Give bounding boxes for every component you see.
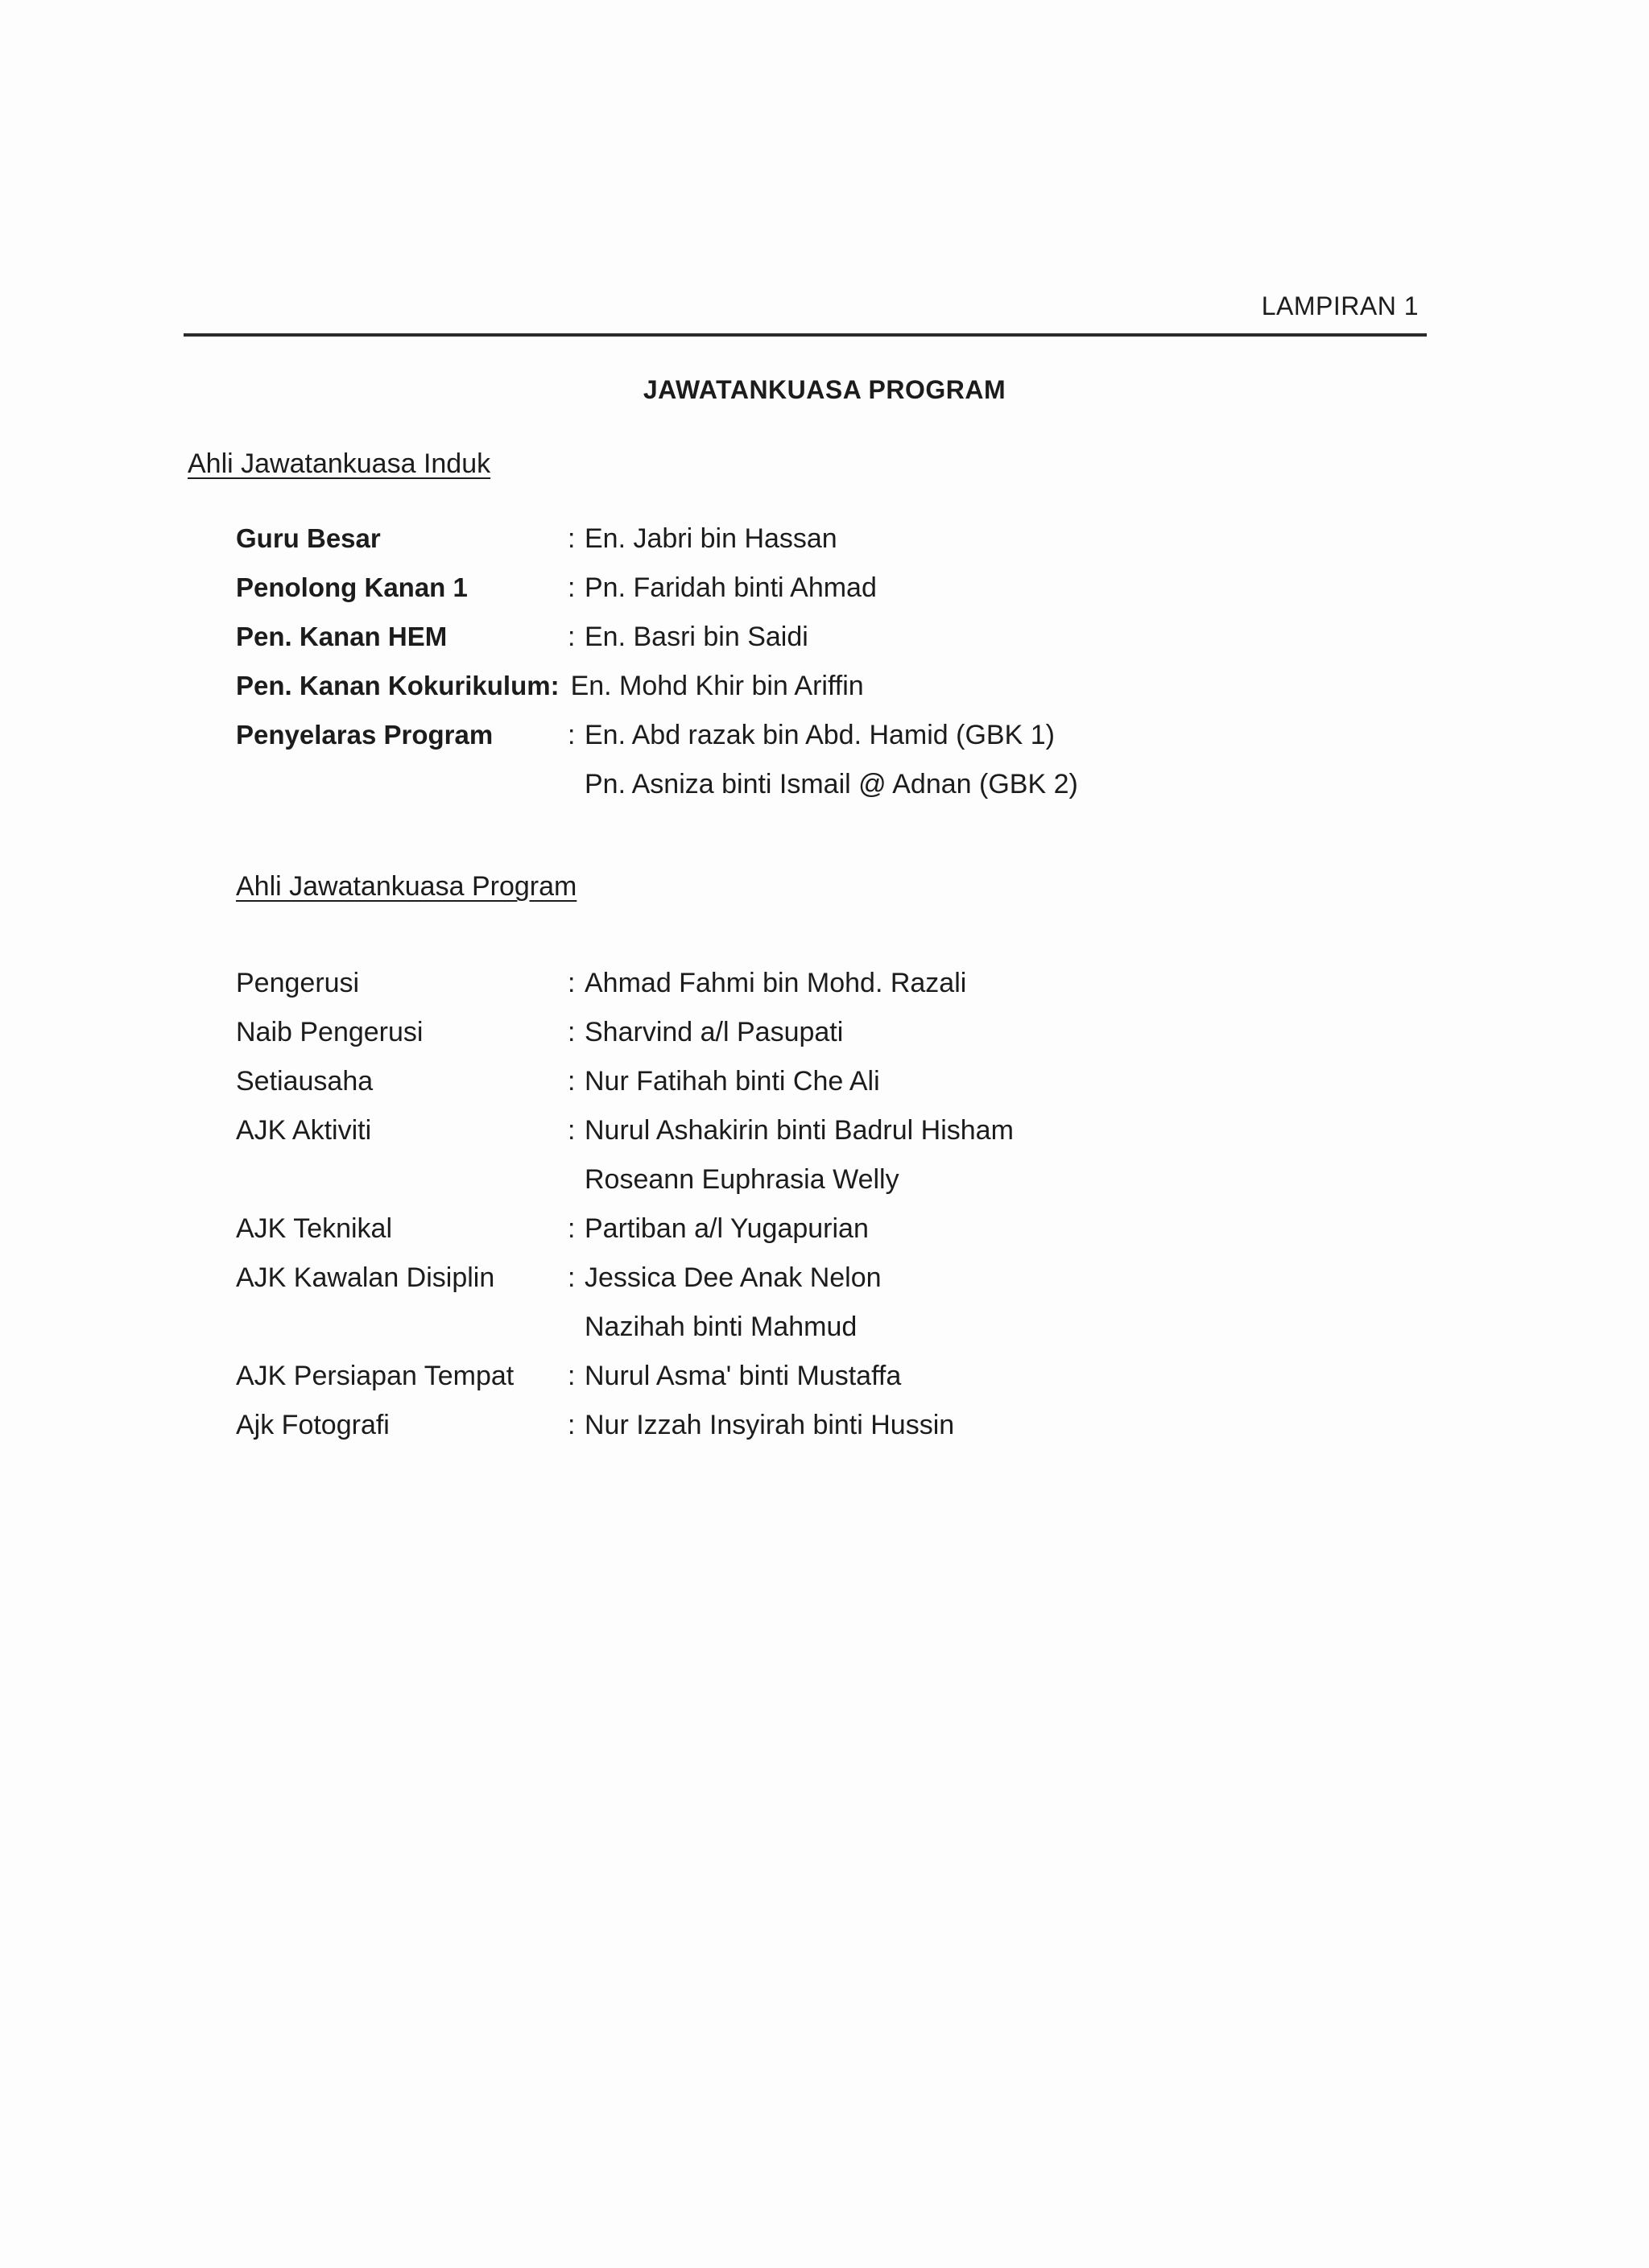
committee-row bbox=[0, 619, 1649, 655]
member-name: Jessica Dee Anak Nelon bbox=[585, 1262, 882, 1293]
role-label: AJK Persiapan Tempat bbox=[236, 1361, 515, 1391]
appendix-reference: LAMPIRAN 1 bbox=[1261, 291, 1419, 320]
header-rule bbox=[184, 333, 1427, 337]
separator: : bbox=[568, 1410, 576, 1440]
committee-row bbox=[0, 1309, 1649, 1345]
committee-row bbox=[0, 521, 1649, 556]
committee-row bbox=[0, 717, 1649, 753]
role-label: Penolong Kanan 1 bbox=[236, 572, 468, 602]
member-name: Pn. Asniza binti Ismail @ Adnan (GBK 2) bbox=[585, 769, 1078, 799]
role-label: AJK Kawalan Disiplin bbox=[236, 1262, 495, 1293]
role-label: Setiausaha bbox=[236, 1066, 374, 1097]
committee-row bbox=[0, 1064, 1649, 1099]
member-name: Nurul Ashakirin binti Badrul Hisham bbox=[585, 1115, 1014, 1146]
committee-row bbox=[0, 668, 1649, 704]
role-label: AJK Teknikal bbox=[236, 1213, 393, 1244]
separator: : bbox=[568, 622, 576, 652]
member-name: Sharvind a/l Pasupati bbox=[585, 1017, 844, 1047]
separator: : bbox=[568, 1361, 576, 1391]
document-title: JAWATANKUASA PROGRAM bbox=[643, 375, 1006, 404]
role-label: Penyelaras Program bbox=[236, 720, 494, 750]
member-name: En. Basri bin Saidi bbox=[585, 622, 808, 652]
committee-row bbox=[0, 1358, 1649, 1394]
role-label: Pengerusi bbox=[236, 968, 360, 998]
separator: : bbox=[568, 1066, 576, 1097]
member-name: En. Mohd Khir bin Ariffin bbox=[570, 671, 864, 701]
section-heading-program: Ahli Jawatankuasa Program bbox=[236, 871, 577, 902]
member-name: Nur Fatihah binti Che Ali bbox=[585, 1066, 880, 1097]
committee-row bbox=[0, 1260, 1649, 1295]
separator: : bbox=[568, 1017, 576, 1047]
role-label: Naib Pengerusi bbox=[236, 1017, 424, 1047]
role-label-inline bbox=[236, 668, 864, 704]
role-label: Guru Besar bbox=[236, 523, 381, 553]
member-name: Nur Izzah Insyirah binti Hussin bbox=[585, 1410, 955, 1440]
member-name: Partiban a/l Yugapurian bbox=[585, 1213, 869, 1244]
separator: : bbox=[568, 1115, 576, 1146]
committee-row bbox=[0, 570, 1649, 605]
committee-row bbox=[0, 1162, 1649, 1197]
member-name: Nazihah binti Mahmud bbox=[585, 1312, 858, 1342]
separator: : bbox=[568, 572, 576, 603]
committee-row bbox=[0, 965, 1649, 1001]
member-name: Roseann Euphrasia Welly bbox=[585, 1164, 899, 1195]
role-label: AJK Aktiviti bbox=[236, 1115, 372, 1146]
separator: : bbox=[568, 720, 576, 750]
committee-row bbox=[0, 1407, 1649, 1443]
separator: : bbox=[568, 968, 576, 998]
member-name: Pn. Faridah binti Ahmad bbox=[585, 572, 877, 603]
committee-row bbox=[0, 1113, 1649, 1148]
separator: : bbox=[568, 1262, 576, 1293]
committee-row bbox=[0, 766, 1649, 802]
member-name: En. Abd razak bin Abd. Hamid (GBK 1) bbox=[585, 720, 1055, 750]
role-label: Pen. Kanan HEM bbox=[236, 622, 448, 651]
committee-row bbox=[0, 1014, 1649, 1050]
section-heading-induk: Ahli Jawatankuasa Induk bbox=[188, 448, 491, 479]
committee-row bbox=[0, 1211, 1649, 1246]
role-label: Ajk Fotografi bbox=[236, 1410, 390, 1440]
member-name: Nurul Asma' binti Mustaffa bbox=[585, 1361, 902, 1391]
separator: : bbox=[568, 523, 576, 554]
member-name: Ahmad Fahmi bin Mohd. Razali bbox=[585, 968, 967, 998]
role-label: Pen. Kanan Kokurikulum: bbox=[236, 671, 560, 700]
member-name: En. Jabri bin Hassan bbox=[585, 523, 837, 554]
separator: : bbox=[568, 1213, 576, 1244]
